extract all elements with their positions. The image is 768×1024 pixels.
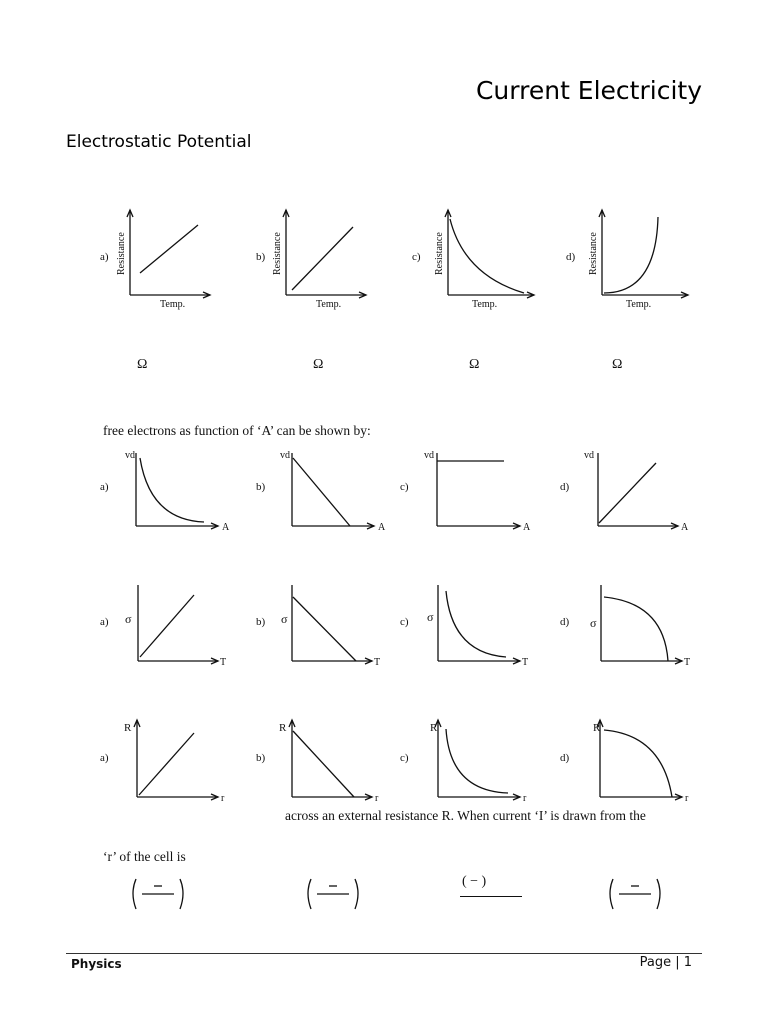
q4-graph-a: [100, 585, 235, 670]
q5-xlabel-b: r: [375, 793, 379, 804]
q5-option-b-label: b): [256, 752, 266, 764]
q5-graph-a: [100, 715, 235, 805]
q5-option-d-label: d): [560, 752, 570, 764]
q5-ylabel-d: R: [593, 722, 601, 734]
q5-curve-c: [446, 729, 508, 793]
q4-graph-b: [256, 585, 391, 670]
q6-formula-d: [605, 875, 665, 915]
q1-ylabel-b: Resistance: [272, 232, 283, 275]
q4-ylabel-d: σ: [590, 616, 597, 630]
q1-curve-b: [292, 227, 353, 290]
q5-ylabel-c: R: [430, 722, 438, 734]
q4-option-a-label: a): [100, 616, 109, 628]
q3-curve-b: [293, 458, 350, 526]
q1-graph-a: [100, 205, 210, 310]
q3-ylabel-c: vd: [424, 450, 434, 461]
q4-ylabel-b: σ: [281, 612, 288, 626]
q1-option-c-label: c): [412, 251, 421, 263]
q1-xlabel-b: Temp.: [316, 299, 342, 310]
q1-curve-a: [140, 225, 198, 273]
footer-page-number: Page | 1: [639, 955, 692, 970]
q1-ylabel-c: Resistance: [434, 232, 445, 275]
q4-ylabel-c: σ: [427, 610, 434, 624]
q1-xlabel-a: Temp.: [160, 299, 186, 310]
section-heading: Electrostatic Potential: [66, 132, 252, 152]
q5-curve-d: [604, 730, 672, 797]
q5-option-c-label: c): [400, 752, 409, 764]
q3-option-c-label: c): [400, 481, 409, 493]
q3-option-a-label: a): [100, 481, 109, 493]
footer-divider: [66, 953, 702, 954]
q3-curve-d: [599, 463, 656, 523]
q5-xlabel-d: r: [685, 793, 689, 804]
q3-xlabel-a: A: [222, 522, 230, 533]
q5-curve-a: [139, 733, 194, 795]
q1-curve-c: [450, 219, 524, 293]
q3-xlabel-c: A: [523, 522, 531, 533]
q6-formula-a: [128, 875, 188, 915]
q3-xlabel-b: A: [378, 522, 386, 533]
q4-option-d-label: d): [560, 616, 570, 628]
q3-graph-c: [400, 448, 535, 538]
q3-xlabel-d: A: [681, 522, 689, 533]
q1-graph-d: [566, 205, 691, 310]
q4-option-b-label: b): [256, 616, 266, 628]
q4-curve-c: [446, 591, 506, 657]
q4-xlabel-c: T: [522, 657, 529, 668]
q5-curve-b: [293, 731, 354, 797]
q5-graph-b: [256, 715, 391, 805]
q4-graph-c: [400, 585, 535, 670]
q6-formula-b: [303, 875, 363, 915]
q5-text: across an external resistance R. When current ‘I’ is drawn from the: [285, 808, 646, 823]
q5-graph-c: [400, 715, 535, 805]
q1-graph-b: [256, 205, 366, 310]
q4-ylabel-a: σ: [125, 612, 132, 626]
q2-answer-b: Ω: [313, 357, 324, 372]
q4-xlabel-d: T: [684, 657, 691, 668]
q2-answer-d: Ω: [612, 357, 623, 372]
q4-curve-a: [140, 595, 194, 657]
q1-xlabel-c: Temp.: [472, 299, 498, 310]
q4-graph-d: [560, 585, 695, 670]
q3-graph-d: [560, 448, 695, 538]
q5-ylabel-b: R: [279, 722, 287, 734]
q3-ylabel-b: vd: [280, 450, 290, 461]
q3-text: free electrons as function of ‘A’ can be shown by:: [103, 423, 371, 438]
page-title: Current Electricity: [475, 76, 702, 105]
q4-xlabel-a: T: [220, 657, 227, 668]
q3-graph-a: [100, 448, 235, 538]
q4-curve-d: [604, 597, 668, 661]
q1-option-a-label: a): [100, 251, 109, 263]
q3-ylabel-a: vd: [125, 450, 135, 461]
q6-formula-c-bar: [460, 896, 522, 897]
q3-graph-b: [256, 448, 391, 538]
q3-curve-a: [140, 458, 204, 522]
q2-answer-a: Ω: [137, 357, 148, 372]
q3-ylabel-d: vd: [584, 450, 594, 461]
q1-graph-c: [412, 205, 537, 310]
q6-formula-c: ( − ): [462, 874, 487, 889]
q5-xlabel-a: r: [221, 793, 225, 804]
q5-graph-d: [560, 715, 695, 805]
q5-option-a-label: a): [100, 752, 109, 764]
q4-xlabel-b: T: [374, 657, 381, 668]
q1-xlabel-d: Temp.: [626, 299, 652, 310]
q1-option-b-label: b): [256, 251, 266, 263]
q4-option-c-label: c): [400, 616, 409, 628]
footer-subject: Physics: [71, 957, 122, 971]
q2-answer-c: Ω: [469, 357, 480, 372]
q6-text: ‘r’ of the cell is: [103, 849, 186, 864]
q1-ylabel-d: Resistance: [588, 232, 599, 275]
q5-ylabel-a: R: [124, 722, 132, 734]
q5-xlabel-c: r: [523, 793, 527, 804]
q3-option-b-label: b): [256, 481, 266, 493]
q1-ylabel-a: Resistance: [116, 232, 127, 275]
q3-option-d-label: d): [560, 481, 570, 493]
q1-option-d-label: d): [566, 251, 576, 263]
q4-curve-b: [293, 597, 356, 661]
q1-curve-d: [604, 217, 658, 293]
